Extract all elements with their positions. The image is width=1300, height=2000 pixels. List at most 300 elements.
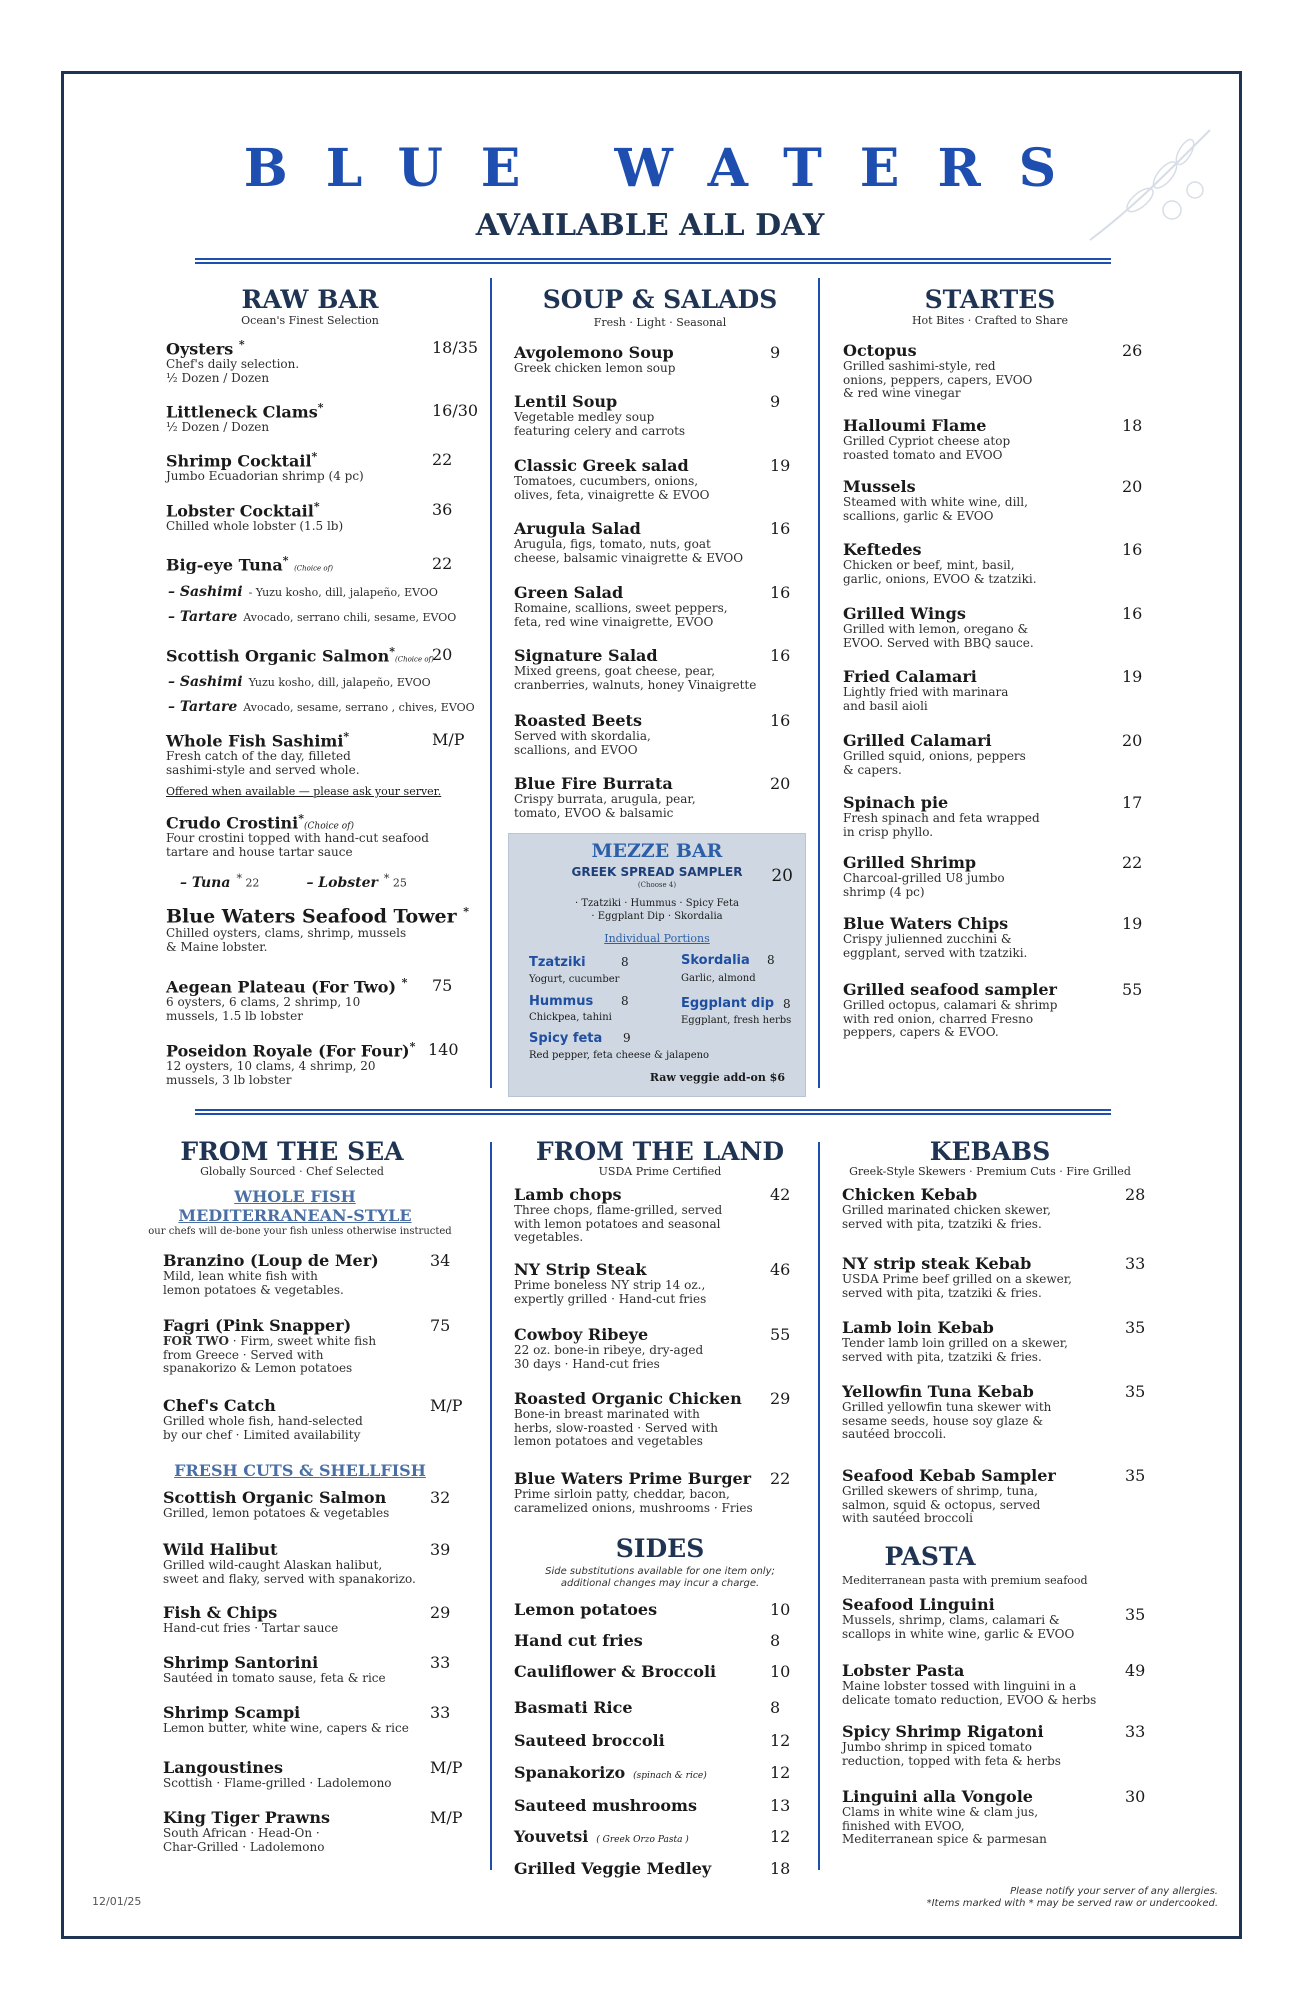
mezze-title: MEZZE BAR bbox=[591, 840, 723, 862]
item-name: Blue Waters Prime Burger bbox=[514, 1469, 752, 1488]
side-item-name: Sauteed mushrooms bbox=[514, 1796, 697, 1815]
item-desc-highlight: FOR TWO bbox=[163, 1334, 229, 1348]
side-item bbox=[514, 1796, 697, 1815]
side-item bbox=[514, 1698, 633, 1717]
item-name: Yellowfin Tuna Kebab bbox=[842, 1382, 1034, 1401]
item-name: Avgolemono Soup bbox=[514, 343, 674, 362]
item-price: 20 bbox=[1122, 731, 1143, 750]
item-price: 19 bbox=[770, 456, 791, 475]
item-price: 49 bbox=[1125, 1661, 1146, 1680]
startes-title: STARTES bbox=[924, 285, 1056, 314]
item-name: Seafood Linguini bbox=[842, 1595, 995, 1614]
item-name: Aegean Plateau (For Two) bbox=[166, 977, 397, 997]
item-name: Grilled Shrimp bbox=[843, 853, 977, 872]
item-name: Shrimp Scampi bbox=[163, 1703, 301, 1722]
menu-item bbox=[842, 1318, 1165, 1364]
menu-item bbox=[843, 980, 1162, 1040]
menu-item bbox=[163, 1653, 470, 1686]
item-desc: Served with skordalia, scallions, and EVOO bbox=[514, 729, 651, 757]
item-note: (Choice of) bbox=[394, 655, 434, 664]
menu-item bbox=[514, 456, 810, 502]
item-desc: Three chops, flame-grilled, served with lemon potatoes and seasonal vegetables. bbox=[514, 1203, 723, 1244]
side-item-price: 12 bbox=[770, 1731, 791, 1750]
side-item bbox=[514, 1631, 643, 1650]
item-price: 42 bbox=[770, 1185, 791, 1204]
item-name: Scottish Organic Salmon bbox=[163, 1488, 387, 1507]
menu-item bbox=[842, 1787, 1165, 1847]
menu-item bbox=[514, 519, 810, 565]
item-price: 22 bbox=[770, 1469, 791, 1488]
item-price: 35 bbox=[1125, 1318, 1146, 1337]
item-price: M/P bbox=[430, 1758, 463, 1777]
item-name: Linguini alla Vongole bbox=[842, 1787, 1033, 1806]
item-desc: Grilled whole fish, hand-selected by our chef · Limited availability bbox=[163, 1414, 363, 1442]
mezze-item-price: 8 bbox=[783, 997, 791, 1011]
item-desc: Hand-cut fries · Tartar sauce bbox=[163, 1621, 339, 1635]
side-item-price: 8 bbox=[770, 1698, 781, 1717]
item-desc: Grilled wild-caught Alaskan halibut, sweet and flaky, served with spanakorizo. bbox=[163, 1558, 416, 1586]
menu-item bbox=[514, 1469, 810, 1515]
menu-item bbox=[842, 1466, 1165, 1526]
item-name: Seafood Kebab Sampler bbox=[842, 1466, 1056, 1485]
item-desc: Sautéed in tomato sause, feta & rice bbox=[163, 1671, 386, 1685]
item-desc: Vegetable medley soup featuring celery and carrots bbox=[514, 410, 686, 438]
item-desc: Tender lamb loin grilled on a skewer, served with pita, tzatziki & fries. bbox=[842, 1336, 1068, 1364]
item-price: 22 bbox=[1122, 853, 1143, 872]
mezze-addon: Raw veggie add-on $6 bbox=[649, 1071, 785, 1084]
item-price: 26 bbox=[1122, 341, 1143, 360]
side-item bbox=[514, 1662, 716, 1681]
item-note: (Choice of) bbox=[304, 821, 354, 832]
side-item-price: 18 bbox=[770, 1859, 791, 1878]
item-desc: Chef's daily selection. ½ Dozen / Dozen bbox=[166, 357, 300, 385]
salmon-sub-sashimi: – Sashimi Yuzu kosho, dill, jalapeño, EVOO bbox=[168, 674, 431, 690]
item-desc: Lemon butter, white wine, capers & rice bbox=[163, 1721, 409, 1735]
item-desc: Crispy burrata, arugula, pear, tomato, EVOO & balsamic bbox=[514, 792, 696, 820]
restaurant-title: BLUE WATERS bbox=[243, 138, 1095, 199]
item-desc: Tomatoes, cucumbers, onions, olives, feta, vinaigrette & EVOO bbox=[514, 474, 710, 502]
item-name: Blue Fire Burrata bbox=[514, 774, 673, 793]
menu-item bbox=[514, 1185, 810, 1245]
item-name: Blue Waters Chips bbox=[843, 914, 1009, 933]
raw-bar-tagline: Ocean's Finest Selection bbox=[241, 314, 379, 327]
side-item-price: 10 bbox=[770, 1600, 791, 1619]
item-name: Roasted Organic Chicken bbox=[514, 1389, 742, 1408]
item-name: Littleneck Clams bbox=[166, 402, 318, 422]
menu-item: Shrimp Cocktail* Jumbo Ecuadorian shrimp (4 pc) bbox=[166, 450, 486, 484]
allergy-note: Please notify your server of any allergies. *Items marked with * may be served raw or undercooked. bbox=[926, 1886, 1218, 1909]
crostini-options: – Tuna * 22 – Lobster * 25 bbox=[180, 872, 407, 891]
menu-item: Aegean Plateau (For Two) * 6 oysters, 6 clams, 2 shrimp, 10 mussels, 1.5 lb lobster bbox=[166, 976, 486, 1023]
item-name: Grilled seafood sampler bbox=[843, 980, 1057, 999]
item-name: Fish & Chips bbox=[163, 1603, 278, 1622]
item-name: Lamb chops bbox=[514, 1185, 622, 1204]
item-desc: Chicken or beef, mint, basil, garlic, onions, EVOO & tzatziki. bbox=[843, 558, 1037, 586]
item-name: Whole Fish Sashimi bbox=[166, 731, 344, 751]
side-item bbox=[514, 1763, 707, 1782]
menu-item bbox=[843, 853, 1162, 899]
item-price: 29 bbox=[770, 1389, 791, 1408]
item-name: Fried Calamari bbox=[843, 667, 977, 686]
side-item-name: Grilled Veggie Medley bbox=[514, 1859, 712, 1878]
item-price: 17 bbox=[1122, 793, 1143, 812]
menu-item bbox=[842, 1661, 1165, 1707]
side-item-note: (spinach & rice) bbox=[633, 1771, 707, 1781]
pasta-tagline: Mediterranean pasta with premium seafood bbox=[842, 1574, 1088, 1587]
menu-item bbox=[842, 1382, 1165, 1442]
item-desc: Arugula, figs, tomato, nuts, goat cheese, balsamic vinaigrette & EVOO bbox=[514, 537, 744, 565]
mezze-item-desc: Eggplant, fresh herbs bbox=[681, 1015, 792, 1026]
menu-item bbox=[843, 477, 1162, 523]
item-price: 35 bbox=[1125, 1605, 1146, 1624]
kebabs-tagline: Greek-Style Skewers · Premium Cuts · Fire Grilled bbox=[849, 1165, 1131, 1178]
menu-item bbox=[163, 1316, 470, 1376]
item-price: 19 bbox=[1122, 914, 1143, 933]
item-price: 16 bbox=[770, 711, 791, 730]
item-name: Signature Salad bbox=[514, 646, 658, 665]
side-item-name: Lemon potatoes bbox=[514, 1600, 658, 1619]
item-price: 16 bbox=[1122, 604, 1143, 623]
side-item-price: 12 bbox=[770, 1827, 791, 1846]
side-item-name: Youvetsi bbox=[514, 1827, 589, 1846]
item-desc: Prime boneless NY strip 14 oz., expertly grilled · Hand-cut fries bbox=[514, 1278, 707, 1306]
item-price: 39 bbox=[430, 1540, 451, 1559]
side-item bbox=[514, 1731, 665, 1750]
item-name: Oysters bbox=[166, 339, 234, 359]
tuna-sub-sashimi: – Sashimi - Yuzu kosho, dill, jalapeño, EVOO bbox=[168, 584, 438, 600]
item-name: Classic Greek salad bbox=[514, 456, 689, 475]
item-price: 35 bbox=[1125, 1466, 1146, 1485]
menu-item bbox=[163, 1603, 470, 1636]
side-item bbox=[514, 1859, 711, 1878]
kebabs-title: KEBABS bbox=[929, 1137, 1051, 1166]
item-price: 36 bbox=[432, 500, 453, 519]
item-name: Lamb loin Kebab bbox=[842, 1318, 994, 1337]
item-desc: Greek chicken lemon soup bbox=[514, 361, 676, 375]
item-price: 75 bbox=[432, 976, 453, 995]
item-desc: Grilled yellowfin tuna skewer with sesame seeds, house soy glaze & sautéed broccoli. bbox=[842, 1400, 1052, 1441]
menu-item bbox=[514, 774, 810, 820]
item-price: 34 bbox=[430, 1251, 451, 1270]
item-name: Halloumi Flame bbox=[843, 416, 987, 435]
column-rule bbox=[490, 278, 492, 1088]
menu-item bbox=[514, 1389, 810, 1449]
item-desc: Jumbo Ecuadorian shrimp (4 pc) bbox=[166, 469, 364, 484]
side-item-name: Basmati Rice bbox=[514, 1698, 633, 1717]
item-note: (Choice of) bbox=[294, 564, 333, 573]
from-land-title: FROM THE LAND bbox=[535, 1137, 785, 1166]
raw-bar-title: RAW BAR bbox=[241, 285, 379, 314]
item-price: 29 bbox=[430, 1603, 451, 1622]
item-desc: Mussels, shrimp, clams, calamari & scallops in white wine, garlic & EVOO bbox=[842, 1613, 1075, 1641]
soup-salads-title: SOUP & SALADS bbox=[542, 285, 778, 314]
item-desc: Chilled oysters, clams, shrimp, mussels & Maine lobster. bbox=[166, 926, 407, 954]
menu-item bbox=[514, 711, 810, 757]
item-desc: Grilled octopus, calamari & shrimp with red onion, charred Fresno peppers, capers & EVOO. bbox=[843, 998, 1058, 1039]
item-price: 30 bbox=[1125, 1787, 1146, 1806]
item-name: Octopus bbox=[843, 341, 917, 360]
side-item-price: 12 bbox=[770, 1763, 791, 1782]
from-land-tagline: USDA Prime Certified bbox=[598, 1165, 722, 1178]
menu-item bbox=[514, 1260, 810, 1306]
item-price: 75 bbox=[430, 1316, 451, 1335]
item-desc: Lightly fried with marinara and basil aioli bbox=[843, 685, 1009, 713]
item-price: 140 bbox=[428, 1040, 459, 1059]
item-name: Green Salad bbox=[514, 583, 624, 602]
item-name: Chicken Kebab bbox=[842, 1185, 978, 1204]
soup-salads-tagline: Fresh · Light · Seasonal bbox=[593, 316, 727, 329]
item-price: 9 bbox=[770, 392, 781, 411]
item-desc: Grilled marinated chicken skewer, served with pita, tzatziki & fries. bbox=[842, 1203, 1051, 1231]
item-name: Blue Waters Seafood Tower bbox=[166, 905, 457, 928]
item-price: 32 bbox=[430, 1488, 451, 1507]
item-name: Spicy Shrimp Rigatoni bbox=[842, 1722, 1044, 1741]
menu-item: Poseidon Royale (For Four)* 12 oysters, 10 clams, 4 shrimp, 20 mussels, 3 lb lobster bbox=[166, 1040, 486, 1087]
menu-item bbox=[163, 1540, 470, 1586]
item-name: Scottish Organic Salmon bbox=[166, 646, 390, 666]
mezze-item-price: 8 bbox=[621, 955, 629, 969]
item-price: 46 bbox=[770, 1260, 791, 1279]
item-price: M/P bbox=[432, 730, 465, 749]
item-name: Fagri (Pink Snapper) bbox=[163, 1316, 352, 1335]
menu-item bbox=[843, 341, 1162, 401]
menu-item bbox=[514, 646, 810, 692]
mezze-item-desc: Garlic, almond bbox=[681, 973, 756, 984]
item-desc: Scottish · Flame-grilled · Ladolemono bbox=[163, 1776, 392, 1790]
header-divider bbox=[195, 258, 1111, 264]
item-name: Shrimp Santorini bbox=[163, 1653, 319, 1672]
mezze-item-name: Eggplant dip bbox=[681, 996, 775, 1011]
startes-tagline: Hot Bites · Crafted to Share bbox=[911, 314, 1069, 327]
item-price: M/P bbox=[430, 1808, 463, 1827]
item-name: Grilled Calamari bbox=[843, 731, 992, 750]
item-price: 33 bbox=[430, 1703, 451, 1722]
item-price: 55 bbox=[1122, 980, 1143, 999]
item-desc: Mild, lean white fish with lemon potatoes & vegetables. bbox=[163, 1269, 344, 1297]
menu-item: Crudo Crostini*(Choice of) Four crostini topped with hand-cut seafood tartare and house tartar sauce bbox=[166, 812, 486, 859]
item-name: Poseidon Royale (For Four) bbox=[166, 1041, 410, 1061]
mezze-item-desc: Red pepper, feta cheese & jalapeno bbox=[529, 1050, 710, 1061]
menu-item bbox=[843, 416, 1162, 462]
item-name: Mussels bbox=[843, 477, 916, 496]
mezze-choose: (Choose 4) bbox=[637, 881, 677, 889]
mezze-item-price: 8 bbox=[767, 953, 775, 967]
item-price: 22 bbox=[432, 554, 453, 573]
item-price: 33 bbox=[430, 1653, 451, 1672]
menu-item: Lobster Cocktail* Chilled whole lobster (1.5 lb) bbox=[166, 500, 486, 534]
item-name: Big-eye Tuna bbox=[166, 555, 283, 575]
item-desc: South African · Head-On · Char-Grilled · Ladolemono bbox=[163, 1826, 325, 1854]
menu-item bbox=[163, 1396, 470, 1442]
menu-item bbox=[163, 1251, 470, 1297]
menu-item bbox=[163, 1703, 470, 1736]
column-rule bbox=[818, 1142, 820, 1870]
item-price: 22 bbox=[432, 450, 453, 469]
item-price: 16 bbox=[1122, 540, 1143, 559]
item-price: 33 bbox=[1125, 1722, 1146, 1741]
item-price: 55 bbox=[770, 1325, 791, 1344]
item-name: Lentil Soup bbox=[514, 392, 618, 411]
middle-divider bbox=[195, 1109, 1111, 1115]
item-desc: 22 oz. bone-in ribeye, dry-aged 30 days · Hand-cut fries bbox=[514, 1343, 704, 1371]
from-sea-title: FROM THE SEA bbox=[180, 1137, 404, 1166]
mezze-item-desc: Chickpea, tahini bbox=[529, 1012, 612, 1023]
sashimi-availability-note: Offered when available — please ask your server. bbox=[166, 785, 442, 798]
item-desc: Grilled squid, onions, peppers & capers. bbox=[843, 749, 1026, 777]
mezze-sampler-price: 20 bbox=[771, 866, 793, 886]
item-price: 20 bbox=[432, 645, 453, 664]
item-price: 20 bbox=[1122, 477, 1143, 496]
mezze-item-name: Tzatziki bbox=[529, 955, 586, 970]
item-desc: · Firm, sweet white fish from Greece · Served with spanakorizo & Lemon potatoes bbox=[163, 1334, 377, 1375]
item-name: Arugula Salad bbox=[514, 519, 641, 538]
item-name: Chef's Catch bbox=[163, 1396, 276, 1415]
item-price: 19 bbox=[1122, 667, 1143, 686]
side-item bbox=[514, 1827, 689, 1846]
column-rule bbox=[490, 1142, 492, 1870]
item-desc: Grilled with lemon, oregano & EVOO. Served with BBQ sauce. bbox=[843, 622, 1034, 650]
item-name: Crudo Crostini bbox=[166, 813, 299, 833]
item-price: M/P bbox=[430, 1396, 463, 1415]
menu-item bbox=[514, 583, 810, 629]
item-name: Grilled Wings bbox=[843, 604, 966, 623]
item-desc: Grilled Cypriot cheese atop roasted tomato and EVOO bbox=[843, 434, 1011, 462]
sides-title: SIDES bbox=[615, 1534, 705, 1563]
item-desc: Grilled sashimi-style, red onions, peppers, capers, EVOO & red wine vinegar bbox=[843, 359, 1033, 400]
menu-item bbox=[514, 392, 810, 438]
item-price: 9 bbox=[770, 343, 781, 362]
item-price: 20 bbox=[770, 774, 791, 793]
menu-date: 12/01/25 bbox=[92, 1895, 142, 1908]
mezze-item-price: 8 bbox=[621, 994, 629, 1008]
mezze-item-desc: Yogurt, cucumber bbox=[529, 974, 620, 985]
column-rule bbox=[818, 278, 820, 1088]
item-name: Shrimp Cocktail bbox=[166, 451, 312, 471]
item-desc: Fresh catch of the day, filleted sashimi-style and served whole. bbox=[166, 749, 360, 777]
sides-note: Side substitutions available for one item only; additional changes may incur a charge. bbox=[545, 1566, 775, 1589]
side-item-name: Hand cut fries bbox=[514, 1631, 643, 1650]
mezze-bar-box bbox=[508, 833, 806, 1097]
menu-item bbox=[163, 1488, 470, 1521]
item-desc: Chilled whole lobster (1.5 lb) bbox=[166, 519, 344, 534]
mezze-item-price: 9 bbox=[623, 1031, 631, 1045]
item-price: 28 bbox=[1125, 1185, 1146, 1204]
menu-item bbox=[843, 604, 1162, 650]
item-desc: Grilled, lemon potatoes & vegetables bbox=[163, 1506, 390, 1520]
item-desc: Crispy julienned zucchini & eggplant, served with tzatziki. bbox=[843, 932, 1028, 960]
item-name: Wild Halibut bbox=[163, 1540, 278, 1559]
menu-item: Oysters * Chef's daily selection. ½ Dozen / Dozen bbox=[166, 338, 486, 385]
menu-item bbox=[163, 1808, 470, 1854]
mezze-individual-heading: Individual Portions bbox=[604, 932, 710, 945]
menu-item: Littleneck Clams* ½ Dozen / Dozen bbox=[166, 401, 486, 435]
item-desc: Four crostini topped with hand-cut seafood tartare and house tartar sauce bbox=[166, 831, 429, 859]
item-desc: USDA Prime beef grilled on a skewer, served with pita, tzatziki & fries. bbox=[842, 1272, 1072, 1300]
item-price: 16 bbox=[770, 519, 791, 538]
side-item-price: 10 bbox=[770, 1662, 791, 1681]
item-price: 18 bbox=[1122, 416, 1143, 435]
mezze-item-name: Spicy feta bbox=[529, 1031, 603, 1046]
side-item-name: Sauteed broccoli bbox=[514, 1731, 665, 1750]
item-desc: 12 oysters, 10 clams, 4 shrimp, 20 mussels, 3 lb lobster bbox=[166, 1059, 376, 1087]
side-item bbox=[514, 1600, 657, 1619]
item-desc: Fresh spinach and feta wrapped in crisp phyllo. bbox=[843, 811, 1040, 839]
item-name: Branzino (Loup de Mer) bbox=[163, 1251, 379, 1270]
item-name: NY strip steak Kebab bbox=[842, 1254, 1032, 1273]
mezze-list-line: · Eggplant Dip · Skordalia bbox=[591, 911, 723, 922]
menu-item bbox=[843, 914, 1162, 960]
menu-item bbox=[842, 1722, 1165, 1768]
item-desc: ½ Dozen / Dozen bbox=[166, 420, 270, 435]
menu-item bbox=[842, 1595, 1165, 1641]
item-name: Cowboy Ribeye bbox=[514, 1325, 649, 1344]
fresh-cuts-heading: FRESH CUTS & SHELLFISH bbox=[174, 1461, 426, 1480]
mezze-list-line: · Tzatziki · Hummus · Spicy Feta bbox=[575, 898, 739, 909]
whole-fish-note: our chefs will de-bone your fish unless otherwise instructed bbox=[148, 1226, 452, 1237]
item-price: 33 bbox=[1125, 1254, 1146, 1273]
item-price: 18/35 bbox=[432, 338, 479, 357]
item-name: Langoustines bbox=[163, 1758, 284, 1777]
item-desc: Prime sirloin patty, cheddar, bacon, caramelized onions, mushrooms · Fries bbox=[514, 1487, 753, 1515]
menu-item bbox=[842, 1254, 1165, 1300]
item-desc: Romaine, scallions, sweet peppers, feta, red wine vinaigrette, EVOO bbox=[514, 601, 728, 629]
menu-item bbox=[514, 1325, 810, 1371]
side-item-name: Cauliflower & Broccoli bbox=[514, 1662, 717, 1681]
item-name: Lobster Pasta bbox=[842, 1661, 965, 1680]
menu-item: Scottish Organic Salmon*(Choice of) bbox=[166, 645, 434, 666]
item-desc: Mixed greens, goat cheese, pear, cranberries, walnuts, honey Vinaigrette bbox=[514, 664, 757, 692]
tuna-sub-tartare: – Tartare Avocado, serrano chili, sesame, EVOO bbox=[168, 609, 457, 625]
item-name: Roasted Beets bbox=[514, 711, 642, 730]
pasta-title: PASTA bbox=[884, 1542, 976, 1571]
item-desc: Charcoal-grilled U8 jumbo shrimp (4 pc) bbox=[843, 871, 1005, 899]
item-price: 16/30 bbox=[432, 401, 479, 420]
item-desc: Grilled skewers of shrimp, tuna, salmon, squid & octopus, served with sautéed broccoli bbox=[842, 1484, 1041, 1525]
item-desc: Jumbo shrimp in spiced tomato reduction, topped with feta & herbs bbox=[842, 1740, 1061, 1768]
menu-item bbox=[842, 1185, 1165, 1231]
menu-subtitle: AVAILABLE ALL DAY bbox=[475, 208, 825, 243]
menu-item bbox=[843, 731, 1162, 777]
item-desc: Maine lobster tossed with linguini in a delicate tomato reduction, EVOO & herbs bbox=[842, 1679, 1097, 1707]
menu-item: Whole Fish Sashimi* Fresh catch of the day, filleted sashimi-style and served whole. bbox=[166, 730, 486, 777]
from-sea-tagline: Globally Sourced · Chef Selected bbox=[200, 1165, 384, 1178]
salmon-sub-tartare: – Tartare Avocado, sesame, serrano , chives, EVOO bbox=[168, 699, 475, 715]
item-price: 35 bbox=[1125, 1382, 1146, 1401]
side-item-name: Spanakorizo bbox=[514, 1763, 626, 1782]
item-name: NY Strip Steak bbox=[514, 1260, 647, 1279]
item-desc: Clams in white wine & clam jus, finished with EVOO, Mediterranean spice & parmesan bbox=[842, 1805, 1047, 1846]
side-item-note: ( Greek Orzo Pasta ) bbox=[596, 1835, 689, 1845]
side-item-price: 13 bbox=[770, 1796, 791, 1815]
item-price: 16 bbox=[770, 583, 791, 602]
item-name: King Tiger Prawns bbox=[163, 1808, 330, 1827]
item-price: 16 bbox=[770, 646, 791, 665]
item-desc: 6 oysters, 6 clams, 2 shrimp, 10 mussels, 1.5 lb lobster bbox=[166, 995, 361, 1023]
menu-item: Big-eye Tuna* (Choice of) bbox=[166, 554, 333, 575]
menu-item bbox=[843, 793, 1162, 839]
side-item-price: 8 bbox=[770, 1631, 781, 1650]
menu-item bbox=[514, 343, 810, 376]
item-name: Spinach pie bbox=[843, 793, 949, 812]
item-desc: Bone-in breast marinated with herbs, slow-roasted · Served with lemon potatoes and vegetables bbox=[514, 1407, 718, 1448]
menu-item bbox=[163, 1758, 470, 1791]
item-desc: Steamed with white wine, dill, scallions, garlic & EVOO bbox=[843, 495, 1028, 523]
whole-fish-heading: WHOLE FISH MEDITERRANEAN-STYLE bbox=[178, 1187, 412, 1225]
mezze-item-name: Skordalia bbox=[681, 953, 750, 968]
item-name: Keftedes bbox=[843, 540, 922, 559]
menu-item: Blue Waters Seafood Tower * Chilled oysters, clams, shrimp, mussels & Maine lobster. bbox=[166, 905, 486, 954]
mezze-sampler: GREEK SPREAD SAMPLER bbox=[571, 865, 743, 879]
